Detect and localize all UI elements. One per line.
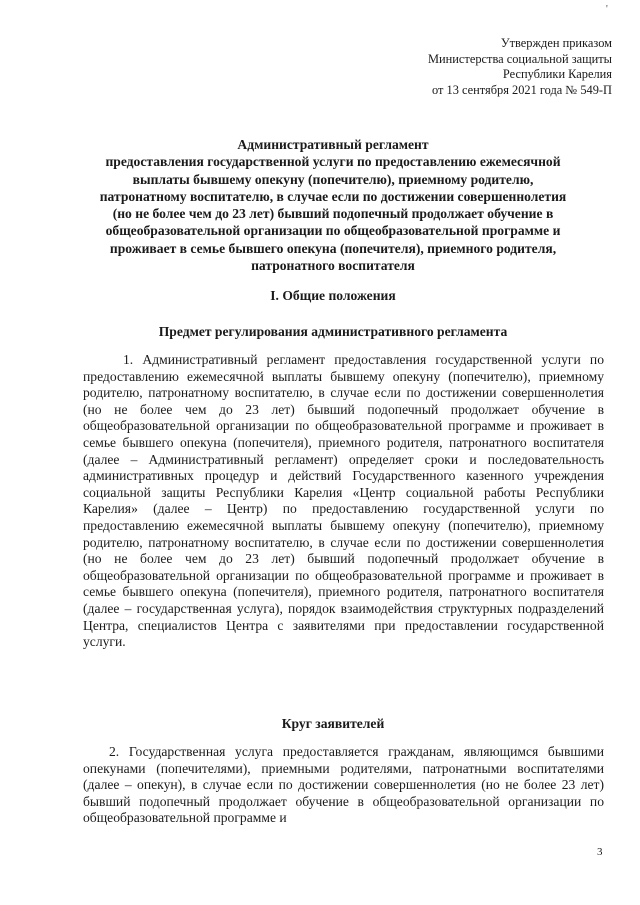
section-heading-general: I. Общие положения	[270, 288, 396, 303]
page-number: 3	[597, 846, 603, 858]
title-line-1: Административный регламент	[237, 137, 429, 152]
title-line-4: патронатному воспитателю, в случае если по достижении совершеннолетия	[99, 188, 567, 204]
approval-line-4: от 13 сентября 2021 года № 549-П	[431, 82, 612, 97]
subsection-heading-subject: Предмет регулирования административного регламента	[158, 324, 508, 339]
paragraph-1: 1. Административный регламент предоставления государственной услуги по предоставлению ежемесячной выплаты бывшему опекуну (попечителю), приемному родителю, патронатному воспитателю, в случае если по достижении совершеннолетия (но не более чем до 23 лет) бывший подопечный продолжает обучение в общеобразовательной организации по общеобразовательной программе и проживает в семье бывшего опекуна (попечителя), приемного родителя, патронатного воспитателя (далее – Административный регламент) определяет сроки и последовательность административных процедур и действий Государственного казенного учреждения социальной защиты Республики Карелия «Центр социальной работы Республики Карелия» (далее – Центр) по предоставлению государственной услуги по предоставлению ежемесячной выплаты бывшему опекуну (попечителю), приемному родителю, патронатному воспитателю, в случае если по достижении совершеннолетия (но не более чем до 23 лет) бывший подопечный продолжает обучение в общеобразовательной организации по общеобразовательной программе и проживает в семье бывшего опекуна (попечителя), приемного родителя, патронатного воспитателя (далее – государственная услуга), порядок взаимодействия структурных подразделений Центра, специалистов Центра с заявителями при предоставлении государственной услуги.	[83, 352, 604, 650]
paragraph-2: 2. Государственная услуга предоставляется гражданам, являющимся бывшими опекунами (попечителями), приемными родителями, патронатными воспитателями (далее – опекун), в случае если по достижении совершеннолетия (но не более 23 лет) бывший подопечный продолжает обучение в общеобразовательной организации по общеобразовательной программе и	[83, 744, 604, 826]
approval-line-1: Утвержден приказом	[500, 36, 612, 50]
title-line-6: общеобразовательной организации по общеобразовательной программе и	[105, 223, 561, 239]
corner-mark: '	[606, 4, 608, 15]
approval-line-3: Республики Карелия	[502, 67, 612, 81]
document-title	[70, 136, 596, 274]
title-line-8: патронатного воспитателя	[251, 258, 415, 274]
subsection-heading-applicants: Круг заявителей	[281, 716, 385, 731]
approval-stamp	[428, 36, 612, 98]
approval-line-2: Министерства социальной защиты	[428, 51, 612, 66]
title-line-7: проживает в семье бывшего опекуна (попечителя), приемного родителя,	[109, 240, 557, 256]
title-line-3: выплаты бывшему опекуну (попечителю), приемному родителю,	[132, 171, 534, 187]
title-line-5: (но не более чем до 23 лет) бывший подопечный продолжает обучение в	[112, 206, 554, 222]
title-line-2: предоставления государственной услуги по предоставлению ежемесячной	[105, 154, 561, 170]
